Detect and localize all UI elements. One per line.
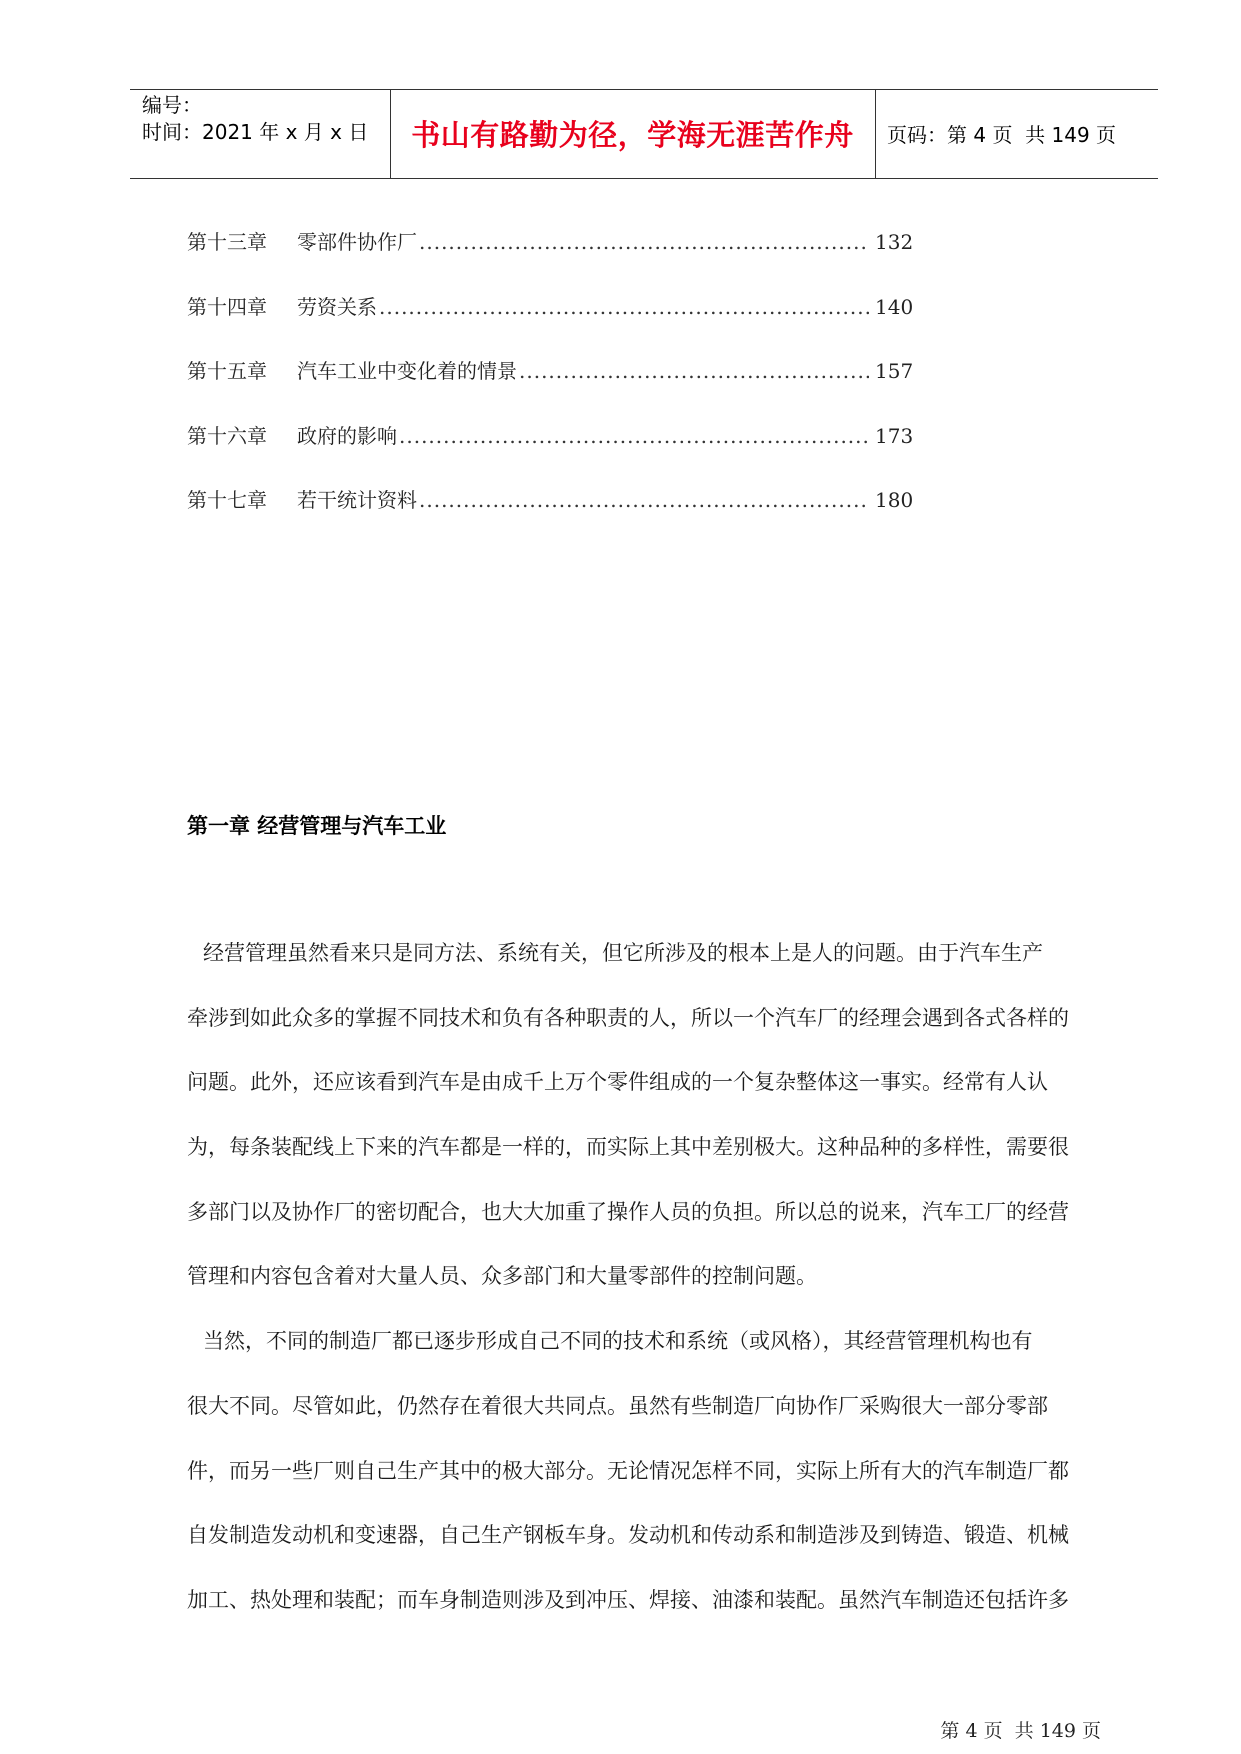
paragraph-line: 件，而另一些厂则自己生产其中的极大部分。无论情况怎样不同，实际上所有大的汽车制造厂都 xyxy=(187,1458,1069,1483)
paragraph-line: 经营管理虽然看来只是同方法、系统有关，但它所涉及的根本上是人的问题。由于汽车生产 xyxy=(203,941,1043,965)
toc-page-number: 173 xyxy=(875,423,914,448)
header-number-label: 编号： xyxy=(142,93,202,117)
paragraph-line: 管理和内容包含着对大量人员、众多部门和大量零部件的控制问题。 xyxy=(187,1264,817,1289)
toc-entry[interactable] xyxy=(187,226,914,291)
toc-entry[interactable] xyxy=(187,291,914,356)
toc-chapter-title: 若干统计资料 xyxy=(297,488,417,512)
toc-chapter-number: 第十五章 xyxy=(187,359,267,383)
toc-chapter-number: 第十三章 xyxy=(187,230,267,254)
page-header xyxy=(130,89,1158,179)
header-page-info xyxy=(887,90,1116,177)
chapter-heading: 第一章 经营管理与汽车工业 xyxy=(187,814,447,838)
body-text xyxy=(187,938,1102,1650)
toc-chapter-number: 第十四章 xyxy=(187,294,267,319)
toc-leader-dots xyxy=(399,424,869,448)
toc-page-number: 180 xyxy=(875,488,914,512)
toc-leader-dots xyxy=(419,488,869,512)
toc-chapter-title: 汽车工业中变化着的情景 xyxy=(297,359,517,383)
paragraph-line: 为，每条装配线上下来的汽车都是一样的，而实际上其中差别极大。这种品种的多样性，需要很 xyxy=(187,1135,1069,1160)
toc-chapter-number: 第十六章 xyxy=(187,423,267,448)
toc-entry[interactable] xyxy=(187,355,914,420)
toc-chapter-title: 零部件协作厂 xyxy=(297,230,417,254)
header-time-label: 时间：2021 年 x 月 x 日 xyxy=(142,120,369,144)
toc-leader-dots xyxy=(379,295,869,319)
paragraph-line: 牵涉到如此众多的掌握不同技术和负有各种职责的人，所以一个汽车厂的经理会遇到各式各样的 xyxy=(187,1005,1069,1030)
header-motto: 书山有路勤为径，学海无涯苦作舟 xyxy=(411,118,854,152)
toc-chapter-title: 政府的影响 xyxy=(297,423,397,448)
table-of-contents xyxy=(187,226,914,549)
toc-page-number: 157 xyxy=(875,359,914,383)
paragraph-line: 当然，不同的制造厂都已逐步形成自己不同的技术和系统（或风格），其经营管理机构也有 xyxy=(203,1329,1033,1354)
header-meta xyxy=(142,92,368,146)
paragraph-line: 加工、热处理和装配；而车身制造则涉及到冲压、焊接、油漆和装配。虽然汽车制造还包括许多 xyxy=(187,1587,1069,1612)
toc-chapter-number: 第十七章 xyxy=(187,488,267,512)
toc-entry[interactable] xyxy=(187,484,914,549)
toc-leader-dots xyxy=(519,359,869,383)
header-divider xyxy=(875,90,876,178)
paragraph-line: 自发制造发动机和变速器，自己生产钢板车身。发动机和传动系和制造涉及到铸造、锻造、机械 xyxy=(187,1523,1069,1548)
toc-entry[interactable] xyxy=(187,420,914,485)
paragraph-line: 多部门以及协作厂的密切配合，也大大加重了操作人员的负担。所以总的说来，汽车工厂的经营 xyxy=(187,1199,1069,1224)
toc-leader-dots xyxy=(419,230,869,254)
paragraph-line: 很大不同。尽管如此，仍然存在着很大共同点。虽然有些制造厂向协作厂采购很大一部分零部 xyxy=(187,1393,1048,1418)
toc-chapter-title: 劳资关系 xyxy=(297,294,377,319)
page-footer: 第 4 页 共 149 页 xyxy=(940,1720,1101,1742)
toc-page-number: 132 xyxy=(875,230,914,254)
header-page-info-text: 页码：第 4 页 共 149 页 xyxy=(887,123,1117,147)
toc-page-number: 140 xyxy=(875,294,914,319)
paragraph-line: 问题。此外，还应该看到汽车是由成千上万个零件组成的一个复杂整体这一事实。经常有人认 xyxy=(187,1070,1048,1095)
